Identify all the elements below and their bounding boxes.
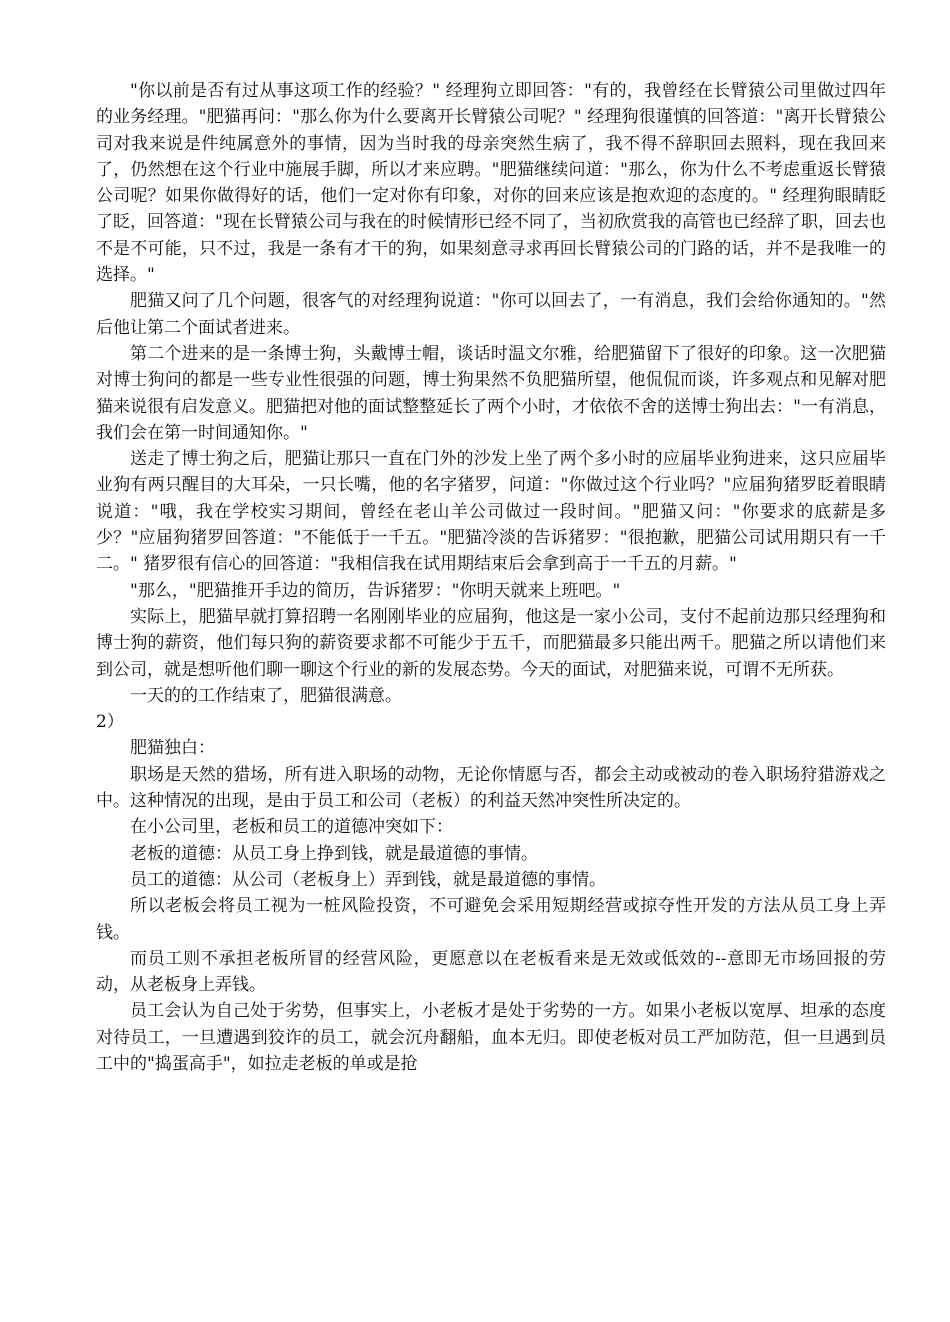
paragraph-boss-investment: 所以老板会将员工视为一桩风险投资，不可避免会采用短期经营或掠夺性开发的方法从员工身上弄钱。 xyxy=(96,896,886,943)
paragraph-boss-morality: 老板的道德：从员工身上挣到钱，就是最道德的事情。 xyxy=(130,843,538,864)
section-heading-monologue: 肥猫独白： xyxy=(130,738,215,759)
paragraph-moral-conflict: 在小公司里，老板和员工的道德冲突如下： xyxy=(130,817,453,838)
paragraph-employee-morality: 员工的道德：从公司（老板身上）弄到钱，就是最道德的事情。 xyxy=(130,869,606,890)
paragraph-hire-decision: "那么，"肥猫推开手边的简历，告诉猪罗："你明天就来上班吧。" xyxy=(130,580,621,601)
paragraph-dismiss-manager-dog: 肥猫又问了几个问题，很客气的对经理狗说道："你可以回去了，一有消息，我们会给你通知的。"然后他让第二个面试者进来。 xyxy=(96,291,886,338)
paragraph-graduate-dog: 送走了博士狗之后，肥猫让那只一直在门外的沙发上坐了两个多小时的应届毕业狗进来，这只应届毕业狗有两只醒目的大耳朵，一只长嘴，他的名字猪罗，问道："你做过这个行业吗？"应届狗猪罗眨着眼睛说道："哦，我在学校实习期间，曾经在老山羊公司做过一段时间。"肥猫又问："你要求的底薪是多少？"应届狗猪罗回答道："不能低于一千五。"肥猫冷淡的告诉猪罗："很抱歉，肥猫公司试用期只有一千二。" 猪罗很有信心的回答道："我相信我在试用期结束后会拿到高于一千五的月薪。" xyxy=(96,449,886,575)
paragraph-employee-risk: 而员工则不承担老板所冒的经营风险，更愿意以在老板看来是无效或低效的--意即无市场回报的劳动，从老板身上弄钱。 xyxy=(96,948,886,996)
paragraph-boss-disadvantage: 员工会认为自己处于劣势，但事实上，小老板才是处于劣势的一方。如果小老板以宽厚、坦承的态度对待员工，一旦遭遇到狡诈的员工，就会沉舟翻船，血本无归。即使老板对员工严加防范，但一旦遇到员工中的"捣蛋高手"，如拉走老板的单或是抢 xyxy=(96,1001,886,1074)
paragraph-doctor-dog: 第二个进来的是一条博士狗，头戴博士帽，谈话时温文尔雅，给肥猫留下了很好的印象。这一次肥猫对博士狗问的都是一些专业性很强的问题，博士狗果然不负肥猫所望，他侃侃而谈，许多观点和见解对肥猫来说很有启发意义。肥猫把对他的面试整整延长了两个小时，才依依不舍的送博士狗出去："一有消息，我们会在第一时间通知你。" xyxy=(96,343,886,443)
paragraph-workplace-hunting: 职场是天然的猎场，所有进入职场的动物，无论你情愿与否，都会主动或被动的卷入职场狩猎游戏之中。这种情况的出现，是由于员工和公司（老板）的利益天然冲突性所决定的。 xyxy=(96,764,886,812)
document-page xyxy=(96,78,886,1077)
section-number: 2） xyxy=(96,712,124,733)
paragraph-interview-manager-dog: "你以前是否有过从事这项工作的经验？" 经理狗立即回答："有的，我曾经在长臂猿公司里做过四年的业务经理。"肥猫再问："那么你为什么要离开长臂猿公司呢？" 经理狗很谨慎的回答道："离开长臂猿公司对我来说是件纯属意外的事情，因为当时我的母亲突然生病了，我不得不辞职回去照料，现在我回来了，仍然想在这个行业中施展手脚，所以才来应聘。"肥猫继续问道："那么，你为什么不考虑重返长臂猿公司呢？如果你做得好的话，他们一定对你有印象，对你的回来应该是抱欢迎的态度的。" 经理狗眼睛眨了眨，回答道："现在长臂猿公司与我在的时候情形已经不同了，当初欣赏我的高管也已经辞了职，回去也不是不可能，只不过，我是一条有才干的狗，如果刻意寻求再回长臂猿公司的门路的话，并不是我唯一的选择。" xyxy=(96,81,886,286)
paragraph-day-end: 一天的的工作结束了，肥猫很满意。 xyxy=(130,685,402,706)
paragraph-explanation: 实际上，肥猫早就打算招聘一名刚刚毕业的应届狗，他这是一家小公司，支付不起前边那只经理狗和博士狗的薪资，他们每只狗的薪资要求都不可能少于五千，而肥猫最多只能出两千。肥猫之所以请他们来到公司，就是想听他们聊一聊这个行业的新的发展态势。今天的面试，对肥猫来说，可谓不无所获。 xyxy=(96,606,886,680)
